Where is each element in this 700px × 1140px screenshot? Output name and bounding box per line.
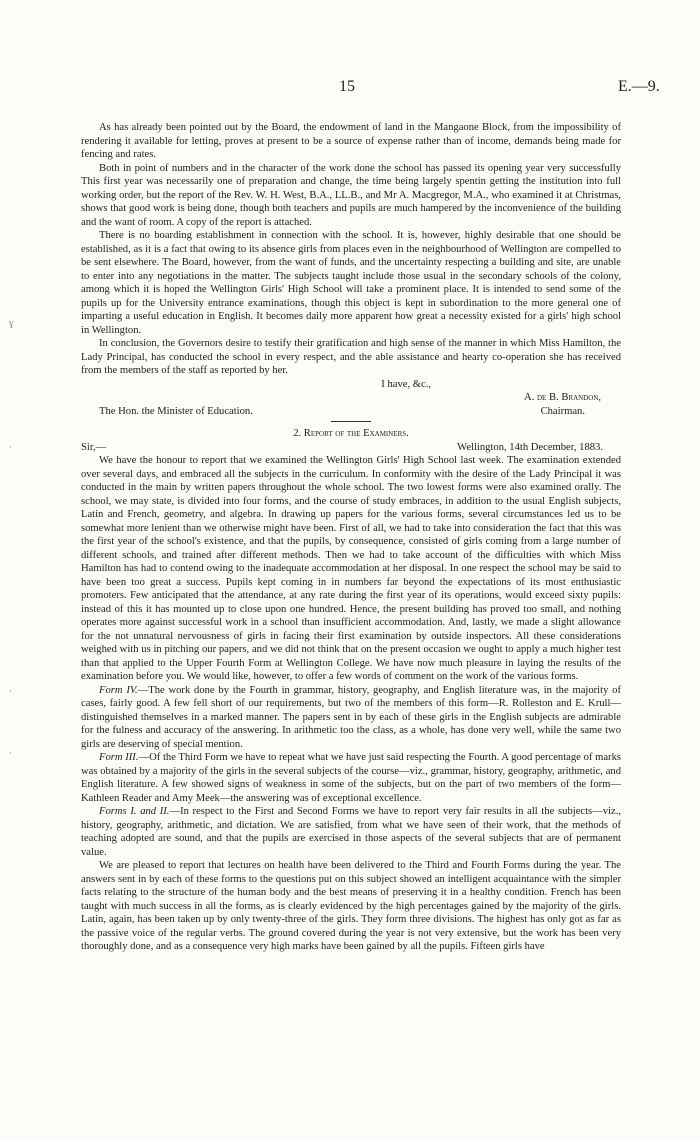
form-paragraph (81, 805, 621, 859)
page-header (0, 78, 700, 98)
salutation: Sir,— (81, 441, 107, 453)
form-label: Forms I. and II. (99, 806, 170, 817)
paragraph: Both in point of numbers and in the character of the work done the school has passed its opening year very successfully This first year was necessarily one of preparation and change, the time being largely spentin getting the institution into full working order, but the report of the Rev. W. H. West, B.A., LL.B., and Mr A. Macgregor, M.A., who examined it at Christmas, shows that good work is being done, though both teachers and pupils are much hampered by the inconvenience of the building and the want of room. A copy of the report is attached. (81, 162, 621, 228)
signatory-name: A. de B. Brandon, (524, 392, 601, 403)
form-paragraph (81, 751, 621, 805)
paragraph: There is no boarding establishment in connection with the school. It is, however, highly desirable that one should be established, as it is a fact that owing to its absence girls from places even in the neighbourhood of Wellington are compelled to be sent elsewhere. The Board, however, from the want of funds, and the uncertainty respecting a building and site, are unable to enter into any negotiations in the matter. The subjects taught include those usual in the secondary schools of the colony, among which it is hoped the Wellington Girls' High School will take a prominent place. It is intended to send some of the pupils up for the University entrance examinations, though this object is kept in subordination to the more general one of imparting a useful education in English. It becomes daily more apparent how great a necessity existed for a girls' high school in Wellington. (81, 230, 621, 336)
form-label: Form IV. (99, 684, 138, 696)
margin-mark: ɣ (9, 318, 14, 328)
closing-line: I have, &c., (381, 378, 431, 390)
paragraph: As has already been pointed out by the Board, the endowment of land in the Mangaone Block, from the impossibility of rendering it available for letting, proves at present to be a source of expense rather than of income, demands being made for fencing and rates. (81, 122, 621, 160)
document-reference: E.—9. (618, 78, 660, 95)
addressee: The Hon. the Minister of Education. (99, 405, 253, 417)
signatory-title: Chairman. (540, 405, 585, 417)
form-text: —Of the Third Form we have to repeat what we have just said respecting the Fourth. A good percentage of marks was obtained by a majority of the girls in the several subjects of the course—viz., grammar, history, geography, arithmetic, and English literature. A few showed signs of weakness in some of the subjects, but on the part of two members of the form—Kathleen Reader and Amy Meek—the answering was of exceptional excellence. (81, 752, 621, 804)
form-text: —The work done by the Fourth in grammar, history, geography, and English literature was, in the majority of cases, fairly good. A few fell short of our requirements, but two of the members of this form—R. Rolleston and E. Krull—distinguished themselves in a marked manner. The papers sent in by each of these girls in the English subjects are admirable for the fulness and accuracy of the answering. In arithmetic too the class, as a whole, has done very well, while the same two girls are deserving of special mention. (81, 684, 621, 750)
section-divider (331, 421, 371, 422)
page-number: 15 (339, 78, 355, 95)
body-text (81, 121, 621, 954)
form-paragraph (81, 684, 621, 752)
signatory (81, 391, 621, 405)
form-text: —In respect to the First and Second Forms we have to report very fair results in all the subjects—viz., history, geography, arithmetic, and dictation. We are satisfied, from what we have seen of their work, that the methods of teaching adopted are sound, and that the pupils are exercised in those aspects of the several subjects that are of permanent value. (81, 806, 621, 858)
margin-mark: · (9, 442, 12, 452)
signature-row (81, 405, 621, 419)
paragraph: In conclusion, the Governors desire to testify their gratification and high sense of the manner in which Miss Hamilton, the Lady Principal, has conducted the school in every respect, and the able assistance and hearty co-operation she has received from the members of the staff as reported by her. (81, 338, 621, 376)
section-heading: 2. Report of the Examiners. (293, 428, 409, 439)
paragraph: We are pleased to report that lectures on health have been delivered to the Third and Fourth Forms during the year. The answers sent in by each of these forms to the questions put on this subject showed an intelligent acquaintance with the simpler facts relating to the structure of the human body and the best means of preserving it in a healthy condition. French has been taught with much success in all the forms, as is clearly evidenced by the high percentages gained by the majority of the girls. Latin, again, has been taken up by only twenty-three of the girls. They form three divisions. The highest has only got as far as the passive voice of the regular verbs. The ground covered during the year is not very extensive, but the work has been very thoroughly done, and as a consequence very high marks have been gained by all the pupils. Fifteen girls have (81, 860, 621, 952)
margin-mark: · (9, 686, 12, 696)
margin-mark: · (9, 748, 12, 758)
form-label: Form III. (99, 752, 139, 763)
date-line: Wellington, 14th December, 1883. (457, 441, 603, 453)
salutation-row (81, 441, 621, 455)
paragraph: We have the honour to report that we examined the Wellington Girls' High School last week. The examination extended over several days, and embraced all the subjects in the curriculum. In conformity with the desire of the Lady Principal it was conducted in the main by written papers throughout the whole school. The two lowest forms were also examined orally. The school, we may state, is divided into four forms, and the course of study embraces, in addition to the usual English subjects, Latin and French, geometry, and algebra. In drawing up papers for the various forms, several circumstances led us to be somewhat more lenient than we otherwise might have been. First of all, we had to take into consideration the fact that this was the first year of the school's existence, and that the pupils, by consequence, consisted of girls coming from a large number of different schools, and trained after different methods. Then we had to take account of the difficulties with which Miss Hamilton has had to contend owing to the inadequate accommodation at her disposal. In one respect the school may be said to have been too great a success. Pupils kept coming in in numbers far beyond the expectations of its most enthusiastic promoters. Few anticipated that the attendance, at any rate during the first year of its operations, would exceed sixty pupils: instead of this it has mounted up to close upon one hundred. Hence, the present building has proved too small, and nothing operates more against successful work in a school than insufficient accommodation. And, lastly, we made a slight allowance for the not unnatural nervousness of girls in facing their first examination by outside inspectors. All these considerations weighed with us in pitching our papers, and we did not think that on the present occasion we ought to apply a much higher test than that applied to the Upper Fourth Form at Wellington College. We have now much pleasure in laying the results of the examination before you. We would like, however, to offer a few words of comment on the work of the various forms. (81, 455, 621, 682)
